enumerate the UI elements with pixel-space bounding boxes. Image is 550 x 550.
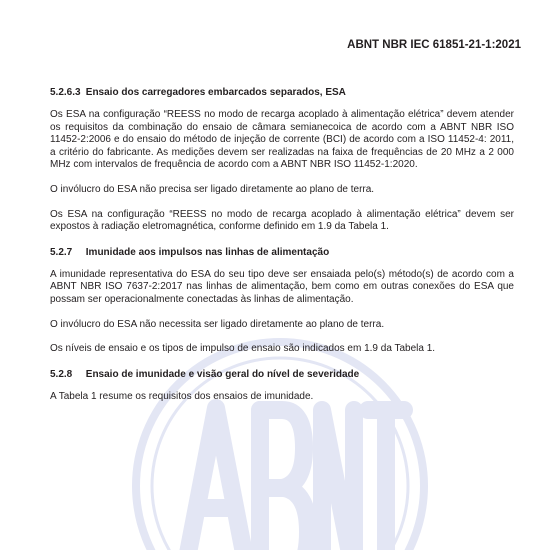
- section-title: Imunidade aos impulsos nas linhas de alimentação: [85, 246, 330, 258]
- section-number: 5.2.8: [50, 368, 73, 380]
- paragraph: O invólucro do ESA não necessita ser ligado diretamente ao plano de terra.: [50, 318, 385, 330]
- section-heading: [50, 246, 514, 259]
- section-title: Ensaio dos carregadores embarcados separados, ESA: [85, 87, 346, 98]
- paragraph: Os ESA na configuração “REESS no modo de recarga acoplado à alimentação elétrica” devem ser expostos à radiação eletromagnética, conforme definido em 1.9 da Tabela 1.: [50, 208, 514, 233]
- section-heading: [50, 368, 514, 381]
- document-body: [50, 86, 514, 415]
- standard-code: ABNT NBR IEC 61851-21-1:2021: [347, 39, 521, 51]
- section-number: 5.2.7: [50, 246, 73, 258]
- paragraph: A imunidade representativa do ESA do seu tipo deve ser ensaiada pelo(s) método(s) de acordo com a ABNT NBR ISO 7637-2:2017 nas linhas de alimentação, bem como em outras conexões do ESA que possam ser operacionalmente conectadas às linhas de alimentação.: [50, 268, 514, 305]
- section-heading: [50, 86, 514, 99]
- paragraph: Os ESA na configuração “REESS no modo de recarga acoplado à alimentação elétrica” devem atender os requisitos da combinação do ensaio de câmara semianecoica de acordo com a ABNT NBR ISO 11452-2:2006 e do ensaio do método de injeção de corrente (BCI) de acordo com a ISO 11452-4: 2011, a critério do fabricante. As medições devem ser realizadas na faixa de frequências de 20 MHz a 2 000 MHz com intervalos de frequência de acordo com a ABNT NBR ISO 11452-1:2020.: [50, 109, 514, 171]
- paragraph: Os níveis de ensaio e os tipos de impulso de ensaio são indicados em 1.9 da Tabela 1.: [50, 343, 436, 355]
- section-number: 5.2.6.3: [50, 87, 81, 98]
- paragraph: A Tabela 1 resume os requisitos dos ensaios de imunidade.: [50, 390, 314, 402]
- paragraph: O invólucro do ESA não precisa ser ligado diretamente ao plano de terra.: [50, 183, 375, 195]
- section-title: Ensaio de imunidade e visão geral do nível de severidade: [85, 368, 360, 380]
